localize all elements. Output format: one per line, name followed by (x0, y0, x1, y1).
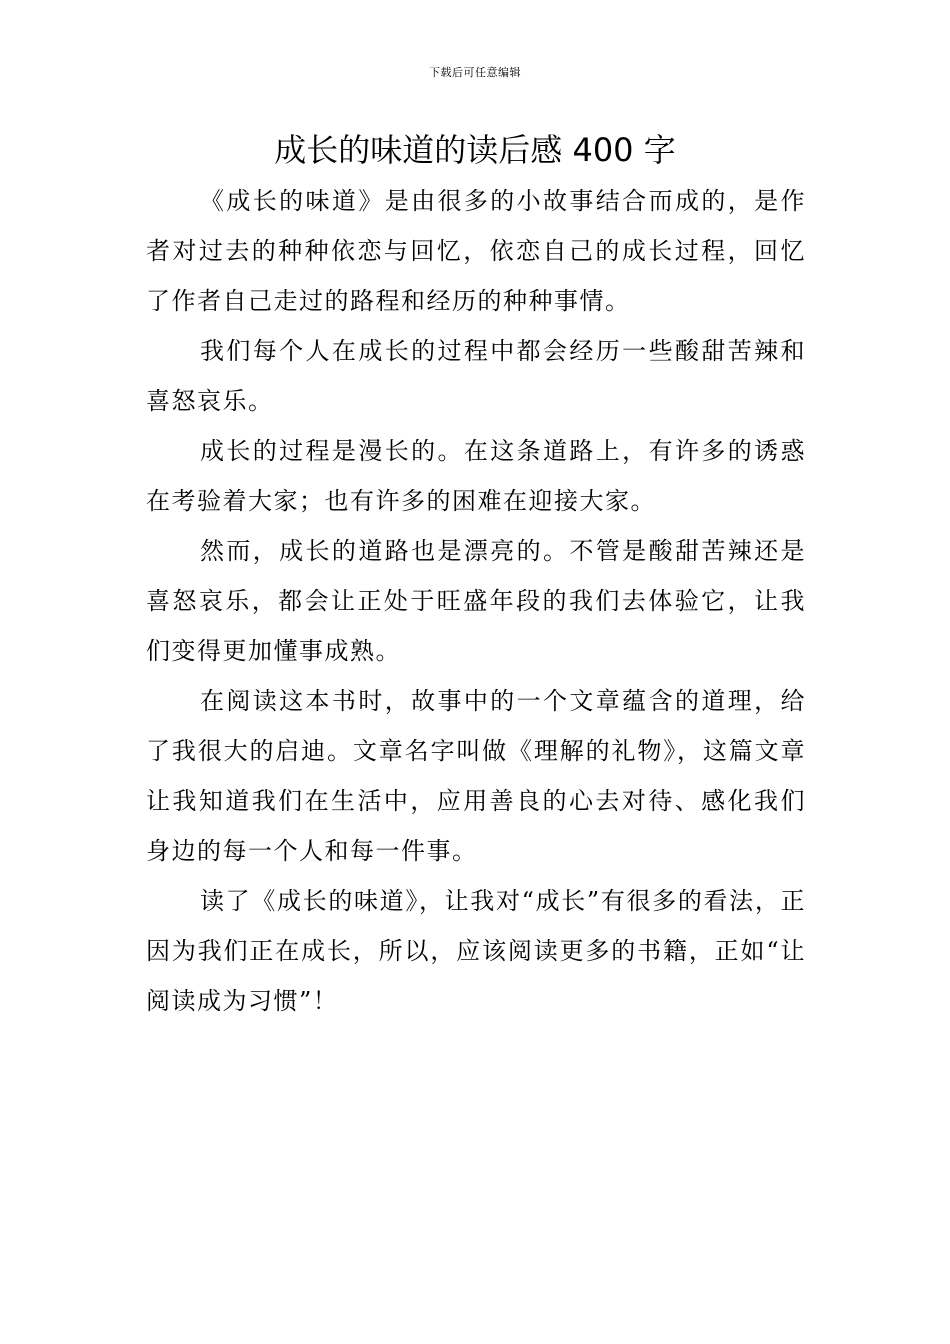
paragraph: 然而，成长的道路也是漂亮的。不管是酸甜苦辣还是喜怒哀乐，都会让正处于旺盛年段的我们去体验它，让我们变得更加懂事成熟。 (146, 537, 806, 665)
paragraph: 我们每个人在成长的过程中都会经历一些酸甜苦辣和喜怒哀乐。 (146, 337, 806, 415)
paragraph: 《成长的味道》是由很多的小故事结合而成的，是作者对过去的种种依恋与回忆，依恋自己的成长过程，回忆了作者自己走过的路程和经历的种种事情。 (146, 187, 806, 315)
paragraph: 成长的过程是漫长的。在这条道路上，有许多的诱惑在考验着大家；也有许多的困难在迎接大家。 (146, 437, 806, 515)
header-note: 下载后可任意编辑 (429, 66, 521, 79)
paragraph: 在阅读这本书时，故事中的一个文章蕴含的道理，给了我很大的启迪。文章名字叫做《理解的礼物》，这篇文章让我知道我们在生活中，应用善良的心去对待、感化我们身边的每一个人和每一件事。 (146, 687, 806, 865)
document-title: 成长的味道的读后感 400 字 (274, 131, 676, 169)
paragraph: 读了《成长的味道》，让我对“成长”有很多的看法，正因为我们正在成长，所以，应该阅读更多的书籍，正如“让阅读成为习惯”！ (146, 887, 806, 1015)
document-body (146, 176, 806, 1026)
